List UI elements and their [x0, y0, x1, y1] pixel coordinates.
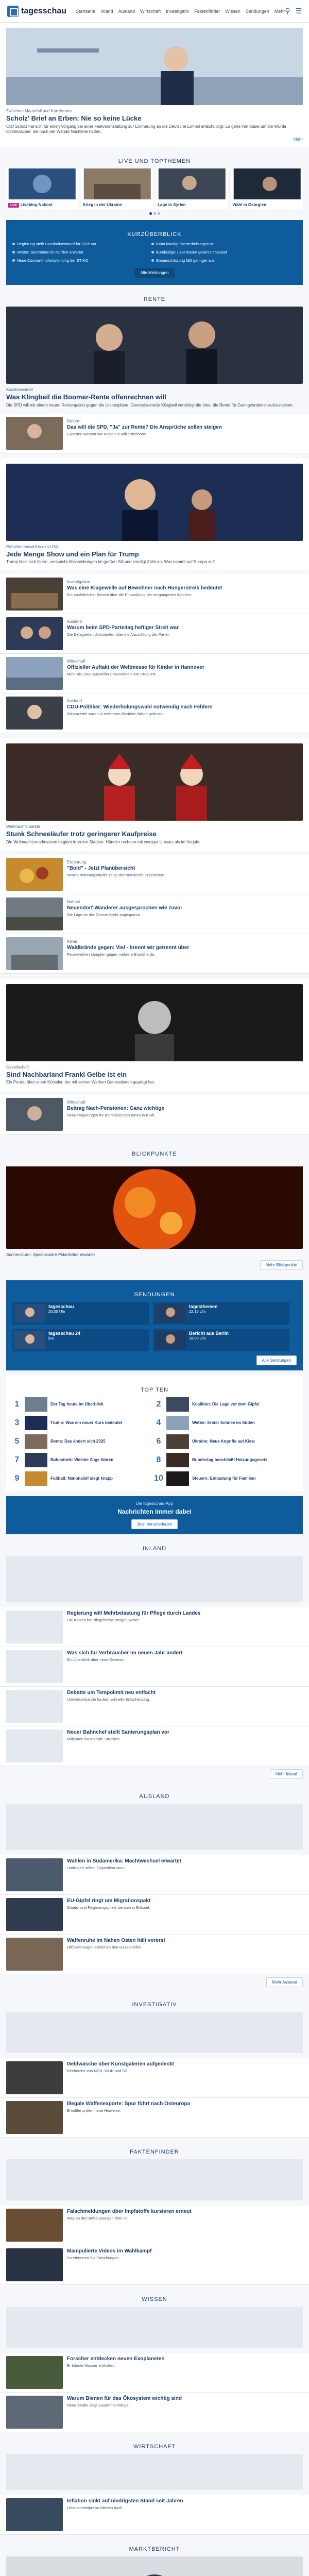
search-icon[interactable]: ⚲ [285, 7, 290, 15]
teaser-text: Hilfslieferungen erreichen den Gazastreifen. [67, 1944, 143, 1950]
teaser-image [6, 1611, 63, 1643]
teaser-headline: Inflation sinkt auf niedrigsten Stand seit Jahren [67, 2498, 183, 2504]
list-item[interactable] [0, 1935, 309, 1974]
teaser-text: Stimmzettel waren in mehreren Bezirken falsch gedruckt. [67, 711, 165, 717]
list-item[interactable] [0, 1687, 309, 1726]
app-banner[interactable] [6, 1496, 303, 1534]
teaser-image [6, 417, 63, 450]
wirtschaft-image-placeholder [6, 2454, 303, 2490]
top-ten-label: Koalition: Die Lage vor dem Gipfel [192, 1402, 260, 1407]
brief-item[interactable]: Steuerschätzung fällt geringer aus [151, 258, 282, 263]
portrait-kicker: Gesellschaft [6, 1064, 29, 1070]
sendung-item[interactable] [153, 1329, 289, 1351]
list-item[interactable] [0, 2206, 309, 2245]
rente-headline[interactable]: Was Klingbeil die Boomer-Rente offenrechnen will [6, 393, 166, 401]
teaser-headline: Wahlen in Südamerika: Machtwechsel erwartet [67, 1858, 181, 1864]
sendung-thumb [155, 1304, 186, 1323]
teaser-image [6, 897, 63, 930]
sendung-time: live [48, 1335, 55, 1341]
ausland-image-placeholder [6, 1804, 303, 1850]
teaser-kicker: Nahost [67, 899, 80, 904]
top-ten-item[interactable]: 1 Der Tag heute im Überblick [12, 1397, 149, 1412]
more-ausland-button[interactable]: Mehr Ausland [266, 1977, 303, 1987]
top-ten-item[interactable]: 8 Bundestag beschließt Heizungsgesetz [154, 1453, 290, 1467]
top-ten-thumb [166, 1453, 189, 1467]
teaser-headline: CDU-Politiker: Wiederholungswahl notwendig nach Fehlern [67, 704, 213, 710]
more-inland-button[interactable]: Mehr Inland [270, 1769, 303, 1779]
teaser-image [6, 1858, 63, 1891]
teaser-text: Lebensmittelpreise bleiben hoch. [67, 2505, 124, 2510]
teaser-image [6, 858, 63, 891]
trump-story[interactable] [0, 459, 309, 570]
sendung-time: 18:00 Uhr [188, 1335, 206, 1341]
rente-title: RENTE [143, 296, 166, 303]
teaser-image [6, 2061, 63, 2094]
teaser-text: Feuerwehren kämpfen gegen mehrere Brandherde. [67, 952, 156, 957]
teaser-text: Die Delegierten diskutierten über die Ausrichtung der Partei. [67, 632, 170, 637]
portrait-story[interactable] [0, 979, 309, 1091]
sendung-time: 22:15 Uhr [188, 1309, 206, 1314]
app-title: Nachrichten immer dabei [117, 1507, 192, 1515]
kurzueberblick [6, 220, 303, 285]
list-item[interactable] [0, 654, 309, 693]
top-ten-item[interactable]: 2 Koalition: Die Lage vor dem Gipfel [154, 1397, 290, 1412]
teaser-text: Umweltverbände fordern schnelle Entscheidung. [67, 1697, 150, 1702]
portrait-image [6, 984, 303, 1061]
top-ten-label: Trump: Was ein neuer Kurs bedeutet [50, 1420, 123, 1426]
teaser-list-1 [0, 574, 309, 733]
carousel-dots[interactable] [6, 212, 303, 215]
teaser-headline: Das will die SPD, "Ja" zur Rente? Die Ansprüche sollen steigen [67, 424, 222, 430]
teaser-text: Ein Überblick über neue Gesetze. [67, 1657, 125, 1662]
rente-image [6, 307, 303, 384]
santa-headline: Stunk Schneeläufer trotz geringerer Kaufpreise [6, 830, 157, 838]
inland-image-placeholder [6, 1556, 303, 1602]
live-card[interactable] [231, 168, 303, 209]
all-sendungen-button[interactable]: Alle Sendungen [256, 1355, 297, 1365]
menu-icon[interactable]: ☰ [295, 7, 302, 15]
top-ten-thumb [25, 1416, 47, 1430]
teaser-image [6, 578, 63, 611]
live-card[interactable] [81, 168, 153, 209]
sendung-name: Bericht aus Berlin [188, 1330, 229, 1336]
sendungen-title: SENDUNGEN [134, 1291, 175, 1298]
teaser-image [6, 1690, 63, 1723]
inland-title: INLAND [142, 1545, 167, 1552]
marktbericht-title: MARKTBERICHT [129, 2546, 180, 2552]
top-ten-thumb [166, 1434, 189, 1449]
wirtschaft-title: WIRTSCHAFT [133, 2443, 176, 2450]
santa-kicker: Weihnachtsmärkte [6, 824, 41, 829]
teaser-text: Neue Regelungen für Betriebsrenten treten in Kraft. [67, 1113, 156, 1117]
sendung-thumb [155, 1331, 186, 1349]
faktenfinder-image-placeholder [6, 2159, 303, 2200]
live-card[interactable] [6, 168, 78, 209]
sun-image [6, 1161, 303, 1249]
santa-text: Die Weihnachtsmarktsaison beginnt in vielen Städten. Händler rechnen mit weniger Umsatz als im Vorjahr. [6, 839, 201, 844]
top-story[interactable] [0, 23, 309, 147]
list-item[interactable] [0, 2353, 309, 2393]
investigativ-section [0, 1990, 309, 2058]
top-ten-label: Bahnstreik: Welche Züge fahren [50, 1458, 114, 1463]
teaser-headline: "Bold" - Jetzt Planübersicht [67, 865, 135, 871]
teaser-image [6, 1730, 63, 1762]
trump-text: Trump lässt sich feiern, verspricht Abschiebungen im großen Stil und kündigt Zölle an. Was kommt auf Europa zu? [6, 560, 215, 565]
teaser-headline: Neuendorf-Wanderer ausgesprochen wie zuvor [67, 905, 183, 911]
teaser-image [6, 617, 63, 650]
live-card-image [6, 168, 78, 199]
teaser-image [6, 1650, 63, 1683]
ausland-list [0, 1855, 309, 1974]
faktenfinder-section [0, 2138, 309, 2206]
teaser-text: Neue Studie zeigt Zusammenhänge. [67, 2402, 130, 2408]
teaser-image [6, 1938, 63, 1971]
teaser-text: Experten warnen vor Kosten in Milliardenhöhe. [67, 431, 147, 436]
marktbericht [0, 2535, 309, 2576]
app-kicker: Die tagesschau-App [135, 1501, 174, 1506]
teaser-kicker: Ernährung [67, 859, 87, 865]
wirtschaft-section [0, 2432, 309, 2495]
wissen-title: WISSEN [142, 2296, 167, 2302]
nav-item[interactable]: Sendungen [245, 8, 269, 14]
teaser-headline: Manipulierte Videos im Wahlkampf [67, 2248, 152, 2254]
blickpunkte-title: BLICKPUNKTE [132, 1151, 177, 1157]
nav-item[interactable]: Ausland [118, 8, 135, 14]
nav-item[interactable]: Mehr [274, 8, 285, 14]
nav-item[interactable]: Investigativ [166, 8, 190, 14]
sendung-item[interactable] [153, 1302, 289, 1325]
brief-item[interactable]: Regierung stellt Haushaltsentwurf für 2025 vor [12, 242, 143, 247]
list-item[interactable] [0, 2495, 309, 2535]
teaser-headline: Geldwäsche über Kunstgalerien aufgedeckt [67, 2061, 174, 2067]
teaser-image [6, 2101, 63, 2134]
list-item[interactable] [0, 2245, 309, 2285]
list-item[interactable] [0, 1095, 309, 1134]
app-download-button[interactable]: Jetzt herunterladen [131, 1519, 178, 1529]
sendung-name: tagesschau 24 [48, 1330, 81, 1336]
teaser-list-2 [0, 855, 309, 974]
logo-text: tagesschau [21, 6, 67, 15]
top-ten-thumb [25, 1434, 47, 1449]
teaser-text: Ein ausführlicher Bericht über die Entwicklung der vergangenen Wochen. [67, 592, 192, 598]
top-ten [6, 1376, 303, 1491]
top-ten-item[interactable]: 10 Steuern: Entlastung für Familien [154, 1471, 290, 1486]
top-ten-label: Ukraine: Neue Angriffe auf Kiew [192, 1439, 255, 1444]
nav-item[interactable]: Startseite [76, 8, 96, 14]
inland-section [0, 1534, 309, 1607]
live-card[interactable] [156, 168, 228, 209]
teaser-text: Mehr als 1000 Aussteller präsentieren ihre Produkte. [67, 672, 157, 677]
sendung-item[interactable] [12, 1302, 149, 1325]
teaser-image [6, 2248, 63, 2281]
teaser-headline: Forscher entdecken neuen Exoplaneten [67, 2355, 165, 2362]
teaser-kicker: Ausland [67, 619, 82, 624]
top-ten-thumb [25, 1453, 47, 1467]
teaser-headline: Neuer Bahnchef stellt Sanierungsplan vor [67, 1729, 169, 1735]
teaser-text: Staats- und Regierungschefs beraten in Brüssel. [67, 1905, 150, 1910]
top-story-kicker: Zwischen Mauerfall und Kanzleramt [6, 109, 72, 113]
trump-image [6, 464, 303, 541]
rente-kicker: Koalitionsstreit [6, 387, 33, 393]
teaser-headline: Falschmeldungen über Impfstoffe kursieren erneut [67, 2208, 192, 2214]
sendung-item[interactable] [12, 1329, 149, 1351]
portrait-headline: Sind Nachbarland Frankl Gelbe ist ein [6, 1070, 127, 1078]
teaser-headline: Offizieller Auftakt der Weltmesse für Kinder in Hannover [67, 665, 204, 671]
teaser-image [6, 657, 63, 690]
teaser-headline: Was sich für Verbraucher im neuen Jahr ändert [67, 1650, 183, 1656]
brief-item[interactable]: Bundesliga: Leverkusen gewinnt Topspiel [151, 250, 282, 255]
list-item[interactable] [0, 894, 309, 934]
sendung-thumb [14, 1331, 45, 1349]
top-ten-thumb [25, 1471, 47, 1486]
brief-item[interactable]: Wetter: Sturmböen im Norden erwartet [12, 250, 143, 255]
teaser-image [6, 2396, 63, 2429]
list-item[interactable] [0, 1855, 309, 1895]
top-ten-item[interactable]: 7 Bahnstreik: Welche Züge fahren [12, 1453, 149, 1467]
top-ten-thumb [166, 1471, 189, 1486]
teaser-headline: Warum beim SPD-Parteitag heftiger Streit war [67, 625, 179, 631]
top-story-text: Olaf Scholz hat sich für einen Vorgang bei einer Festveranstaltung zur Erinnerung an die Deutsche Einheit entschuldigt. Es gehe ihm dabei um die Würde Ostdeutscher, die nach der Wende Nachteile hatten. [6, 124, 286, 134]
trump-headline: Jede Menge Show und ein Plan für Trump [6, 550, 139, 558]
teaser-image [6, 2498, 63, 2531]
teaser-headline: Waffenruhe im Nahen Osten hält vorerst [67, 1937, 165, 1943]
top-ten-item[interactable]: 6 Ukraine: Neue Angriffe auf Kiew [154, 1434, 290, 1449]
teaser-kicker: Wirtschaft [67, 1100, 85, 1105]
teaser-image [6, 2356, 63, 2389]
live-card-caption: Lage in Syrien [158, 202, 186, 208]
top-ten-item[interactable]: 9 Fußball: Nationalelf siegt knapp [12, 1471, 149, 1486]
santa-image [6, 743, 303, 821]
live-chip: LIVE [8, 203, 19, 208]
rente-text: Die SPD will mit einem neuen Rentenpaket gegen die Unionspläne. Generalsekretär Klingbeil verteidigt die Idee, die Rente für Geringverdiener aufzustocken. [6, 403, 294, 408]
teaser-headline: Was eine Klagewelle auf Bewohner nach Hungerstreik bedeutet [67, 585, 222, 591]
teaser-headline: Debatte um Tempolimit neu entfacht [67, 1689, 156, 1696]
ausland-section [0, 1782, 309, 1855]
top-ten-item[interactable]: 5 Rente: Das ändert sich 2025 [12, 1434, 149, 1449]
top-ten-thumb [166, 1397, 189, 1412]
top-ten-item[interactable]: 3 Trump: Was ein neuer Kurs bedeutet [12, 1416, 149, 1430]
list-item[interactable] [0, 414, 309, 453]
top-ten-label: Der Tag heute im Überblick [50, 1402, 104, 1407]
ausland-title: AUSLAND [139, 1793, 170, 1800]
teaser-headline: Regierung will Mehrbelastung für Pflege durch Landes [67, 1610, 201, 1616]
all-news-button[interactable]: Alle Meldungen [134, 268, 174, 278]
top-ten-label: Rente: Das ändert sich 2025 [50, 1439, 106, 1444]
teaser-kicker: Ausland [67, 699, 82, 704]
teaser-headline: Illegale Waffenexporte: Spur führt nach Osteuropa [67, 2100, 191, 2107]
blickpunkte [0, 1140, 309, 1275]
top-ten-title: TOP TEN [140, 1386, 169, 1393]
list-item[interactable] [0, 1895, 309, 1935]
main-nav [76, 9, 285, 14]
live-card-image [231, 168, 303, 199]
santa-story[interactable] [0, 738, 309, 850]
sendungen [6, 1280, 303, 1370]
nav-item[interactable]: Wissen [225, 8, 241, 14]
list-item[interactable] [0, 934, 309, 974]
top-bar [0, 0, 309, 23]
list-item[interactable] [0, 855, 309, 894]
teaser-image [6, 1898, 63, 1931]
teaser-image [6, 937, 63, 970]
nav-item[interactable]: Wirtschaft [140, 8, 161, 14]
list-item[interactable] [0, 2058, 309, 2098]
teaser-text: Er könnte Wasser enthalten. [67, 2363, 116, 2368]
sendung-name: tagesschau [48, 1303, 74, 1309]
live-section-title: LIVE UND TOPTHEMEN [118, 158, 191, 165]
logo[interactable] [7, 6, 66, 17]
top-story-headline[interactable]: Scholz' Brief an Erben: Nie so keine Lücke [6, 114, 142, 122]
live-card-image [81, 168, 153, 199]
teaser-headline: EU-Gipfel ringt um Migrationspakt [67, 1897, 151, 1904]
live-card-caption: Krieg in der Ukraine [82, 202, 122, 208]
teaser-text: Die Kosten für Pflegeheime steigen weiter. [67, 1617, 140, 1622]
kurz-title: KURZÜBERBLICK [127, 231, 182, 238]
brief-item[interactable]: Bahn kündigt Preiserhöhungen an [151, 242, 282, 247]
list-item[interactable] [0, 1607, 309, 1647]
sendung-name: tagesthemen [188, 1303, 218, 1309]
teaser-kicker: Investigation [67, 580, 90, 585]
top-story-more-link[interactable]: Mehr [293, 137, 303, 142]
investigativ-image-placeholder [6, 2012, 303, 2053]
teaser-image [6, 1098, 63, 1131]
more-blickpunkte-button[interactable]: Mehr Blickpunkte [260, 1260, 303, 1270]
teaser-image [6, 697, 63, 730]
trump-kicker: Präsidentenwahl in den USA [6, 544, 59, 549]
top-ten-thumb [166, 1416, 189, 1430]
wissen-image-placeholder [6, 2307, 303, 2348]
teaser-kicker: Klima [67, 939, 78, 944]
teaser-text: Was an den Behauptungen dran ist. [67, 2215, 129, 2221]
teaser-text: Milliarden für marode Strecken. [67, 1736, 121, 1741]
list-item[interactable] [0, 1726, 309, 1766]
teaser-kicker: Wirtschaft [67, 659, 85, 664]
teaser-headline: Warum Bienen für das Ökosystem wichtig sind [67, 2395, 182, 2401]
sendung-thumb [14, 1304, 45, 1323]
top-ten-label: Bundestag beschließt Heizungsgesetz [192, 1458, 267, 1463]
list-item[interactable] [0, 1647, 309, 1687]
inland-list [0, 1607, 309, 1766]
nav-item[interactable]: Inland [100, 8, 113, 14]
live-card-image [156, 168, 228, 199]
live-card-caption: Liveblog Nahost [20, 202, 53, 208]
portrait-text: Ein Porträt über einen Künstler, der mit seinen Werken Generationen geprägt hat. [6, 1080, 155, 1085]
teaser-text: Die Lage an der Grenze bleibt angespannt. [67, 912, 141, 917]
teaser-headline: Beitrag Nach-Pensionen: Ganz wichtige [67, 1106, 164, 1111]
top-ten-thumb [25, 1397, 47, 1412]
teaser-text: Recherche von NDR, WDR und SZ. [67, 2068, 129, 2073]
faktenfinder-title: FAKTENFINDER [130, 2148, 179, 2155]
top-story-image [6, 28, 303, 105]
list-item[interactable] [0, 2393, 309, 2432]
brief-item[interactable]: Neue Corona-Impfempfehlung der STIKO [12, 258, 143, 263]
teaser-text: Ermittler prüfen neue Hinweise. [67, 2108, 121, 2113]
teaser-text: Neue Ernährungsstudie zeigt überraschende Ergebnisse. [67, 872, 165, 877]
wissen-section [0, 2285, 309, 2353]
live-card-caption: Wahl in Georgien [232, 202, 266, 208]
top-ten-label: Steuern: Entlastung für Familien [192, 1476, 256, 1481]
live-section [0, 147, 309, 220]
blickpunkte-caption: Sonnensturm: Spektakuläre Polarlichter erwartet [6, 1252, 95, 1257]
logo-mark-icon [7, 6, 19, 17]
teaser-headline: Waldbrände gegen: Viel - brennt wir getrennt über [67, 944, 190, 951]
list-item[interactable] [0, 2098, 309, 2138]
sendung-time: 20:00 Uhr [48, 1309, 65, 1314]
marktbericht-image [6, 2556, 303, 2576]
teaser-text: Umfragen sehen Opposition vorn. [67, 1865, 125, 1870]
top-ten-label: Wetter: Erster Schnee im Süden [192, 1420, 255, 1426]
nav-item[interactable]: Faktenfinder [194, 8, 220, 14]
investigativ-title: INVESTIGATIV [132, 2001, 177, 2008]
top-ten-item[interactable]: 4 Wetter: Erster Schnee im Süden [154, 1416, 290, 1430]
teaser-text: So erkennen Sie Fälschungen. [67, 2255, 120, 2260]
top-ten-label: Fußball: Nationalelf siegt knapp [50, 1476, 113, 1481]
list-item[interactable] [0, 693, 309, 733]
teaser-kicker: Reform [67, 418, 81, 423]
teaser-image [6, 2209, 63, 2242]
rente-section [0, 285, 309, 413]
list-item[interactable] [0, 614, 309, 654]
list-item[interactable] [0, 574, 309, 614]
